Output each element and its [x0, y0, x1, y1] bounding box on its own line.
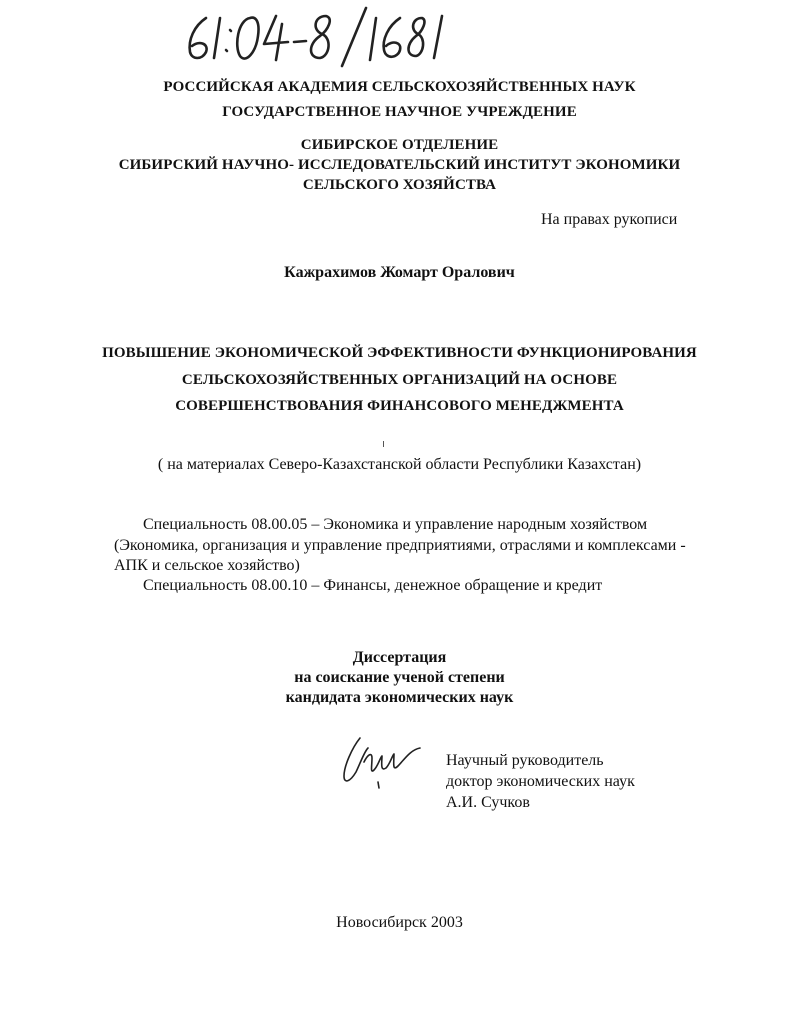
specialty-1-line1: Специальность 08.00.05 – Экономика и управление народным хозяйством — [143, 516, 648, 533]
manuscript-rights: На правах рукописи — [541, 211, 678, 228]
supervisor-name: А.И. Сучков — [446, 794, 530, 811]
thesis-title-line1: ПОВЫШЕНИЕ ЭКОНОМИЧЕСКОЙ ЭФФЕКТИВНОСТИ ФУНКЦИОНИРОВАНИЯ — [102, 345, 697, 361]
specialty-1-line2: (Экономика, организация и управление предприятиями, отраслями и комплексами - — [114, 537, 686, 554]
specialty-2: Специальность 08.00.10 – Финансы, денежное обращение и кредит — [143, 577, 603, 594]
academy-name: РОССИЙСКАЯ АКАДЕМИЯ СЕЛЬСКОХОЗЯЙСТВЕННЫХ НАУК — [163, 79, 636, 95]
specialty-1-line3: АПК и сельское хозяйство) — [114, 557, 300, 574]
supervisor-role: Научный руководитель — [446, 752, 604, 769]
supervisor-signature — [334, 732, 434, 790]
degree-line2: на соискание ученой степени — [294, 669, 505, 686]
handwritten-catalog-number — [170, 6, 450, 68]
thesis-title-line2: СЕЛЬСКОХОЗЯЙСТВЕННЫХ ОРГАНИЗАЦИЙ НА ОСНОВЕ — [181, 372, 618, 388]
author-name: Кажрахимов Жомарт Оралович — [284, 264, 515, 281]
institution-type: ГОСУДАРСТВЕННОЕ НАУЧНОЕ УЧРЕЖДЕНИЕ — [222, 104, 577, 120]
institute-name-line2: СЕЛЬСКОГО ХОЗЯЙСТВА — [302, 177, 497, 193]
institute-name-line1: СИБИРСКИЙ НАУЧНО- ИССЛЕДОВАТЕЛЬСКИЙ ИНСТИТУТ ЭКОНОМИКИ — [118, 157, 681, 173]
scan-mark — [383, 441, 384, 447]
degree-line3: кандидата экономических наук — [285, 689, 514, 706]
place-and-year: Новосибирск 2003 — [336, 914, 463, 931]
supervisor-degree: доктор экономических наук — [446, 773, 635, 790]
dissertation-label: Диссертация — [352, 649, 447, 666]
thesis-title-line3: СОВЕРШЕНСТВОВАНИЯ ФИНАНСОВОГО МЕНЕДЖМЕНТА — [175, 398, 624, 414]
branch-name: СИБИРСКОЕ ОТДЕЛЕНИЕ — [300, 137, 499, 153]
thesis-subtitle: ( на материалах Северо-Казахстанской области Республики Казахстан) — [157, 456, 642, 473]
